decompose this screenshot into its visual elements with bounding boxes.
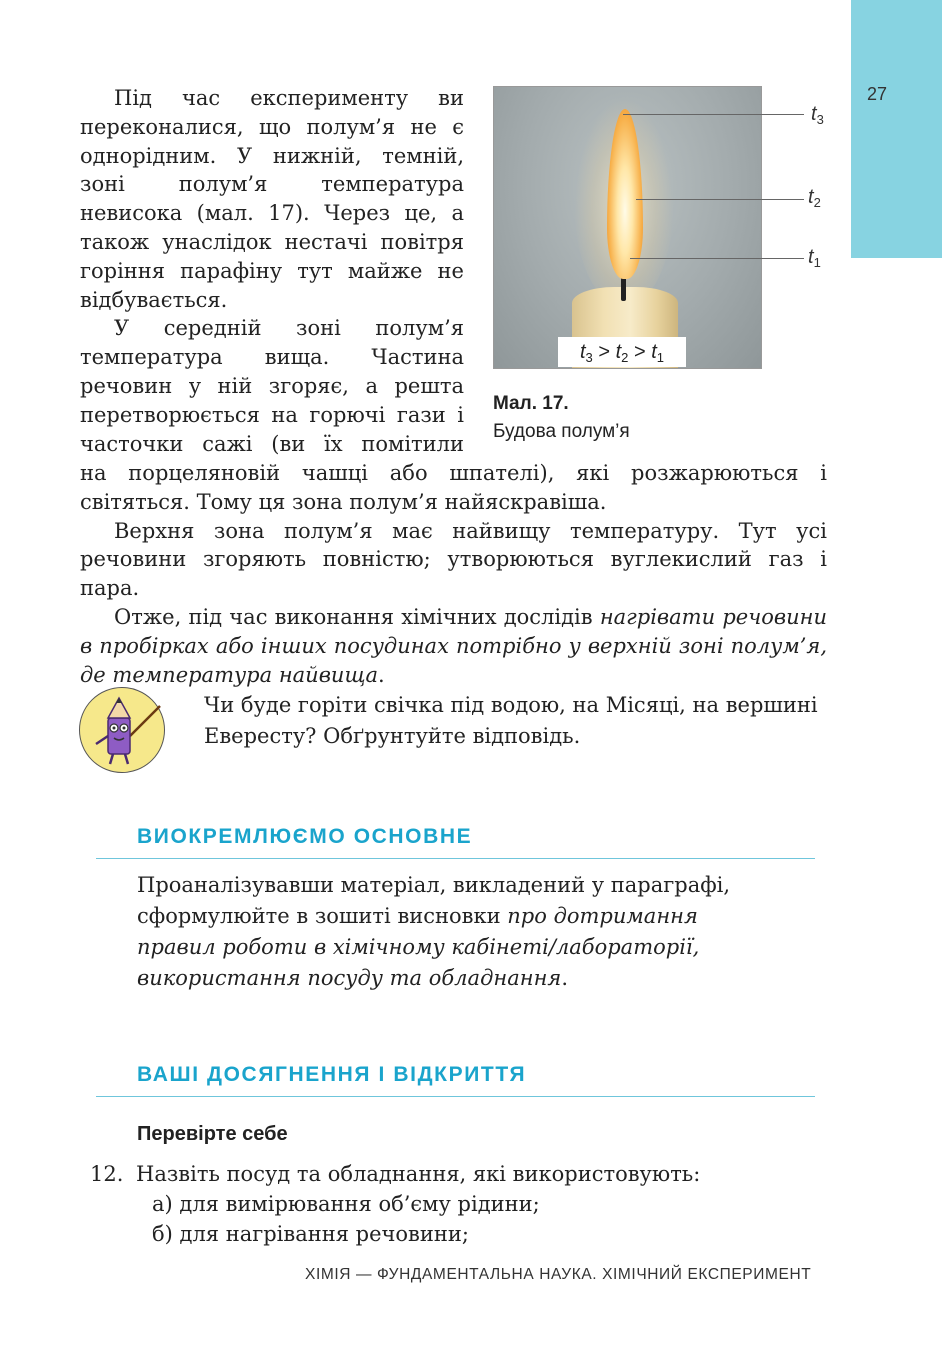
leader-t3 [623, 114, 804, 115]
section-rule-2 [96, 1096, 815, 1097]
page-footer: ХІМІЯ — ФУНДАМЕНТАЛЬНА НАУКА. ХІМІЧНИЙ ЕКСПЕРИМЕНТ [305, 1266, 812, 1283]
task-item-a: а) для вимірювання об’єму рідини; [152, 1192, 540, 1216]
leader-t2 [636, 199, 804, 200]
figure-caption-title: Мал. 17. [493, 393, 569, 414]
task-text: Назвіть посуд та обладнання, які використовують: [136, 1162, 701, 1186]
section-rule-1 [96, 858, 815, 859]
task-number: 12. [90, 1162, 124, 1186]
text-column-lower [80, 459, 827, 689]
task-12 [90, 1159, 700, 1189]
summary-text: Проаналізувавши матеріал, викладений у параграфі, сформулюйте в зошиті висновки про дотримання правил роботи в хімічному кабінеті/лабораторії, використання посуду та обладнання. [137, 873, 731, 990]
paragraph-1: Під час експерименту ви переконалися, що полум’я не є однорідним. У нижній, темній, зоні полум’я температура невисока (мал. 17). Через це, а також унаслідок нестачі повітря горіння парафіну тут майже не відбувається. [80, 86, 464, 312]
paragraph-2-start: У середній зоні полум’я температура вища. Частина речовин у ній згоряє, а решта перетворюється на горючі гази і часточки сажі (ви їх помітили [80, 316, 464, 456]
section-heading-achievements: ВАШІ ДОСЯГНЕННЯ І ВІДКРИТТЯ [137, 1063, 527, 1086]
chapter-tab [851, 0, 942, 258]
temperature-formula: $t_3 > t_2 > t_1$ [558, 337, 686, 367]
paragraph-2-end: на порцеляновій чашці або шпателі), які розжарюються і світяться. Тому ця зона полум’я найяскравіша. [80, 461, 827, 514]
question-text: Чи буде горіти свічка під водою, на Місяці, на вершині Евересту? Обґрунтуйте відповідь. [204, 693, 818, 748]
leader-t1 [630, 258, 804, 259]
label-t1: $t_1$ [808, 246, 821, 270]
section-heading-main: ВИОКРЕМЛЮЄМО ОСНОВНЕ [137, 825, 473, 848]
paragraph-4: Отже, під час виконання хімічних дослідів нагрівати речовини в пробірках або інших посудинах потрібно у верхній зоні полум’я, де температура найвища. [80, 604, 827, 687]
page-number: 27 [867, 84, 888, 104]
check-yourself-heading: Перевірте себе [137, 1123, 288, 1145]
candle-photo [493, 86, 762, 369]
label-t3: $t_3$ [811, 103, 824, 127]
task-item-b: б) для нагрівання речовини; [152, 1222, 469, 1246]
pencil-mascot-icon [79, 687, 165, 773]
label-t2: $t_2$ [808, 186, 821, 210]
figure-caption-text: Будова полум’я [493, 421, 630, 442]
paragraph-3: Верхня зона полум’я має найвищу температуру. Тут усі речовини згоряють повністю; утворюються вуглекислий газ і пара. [80, 518, 827, 601]
text-column-upper [80, 84, 464, 458]
